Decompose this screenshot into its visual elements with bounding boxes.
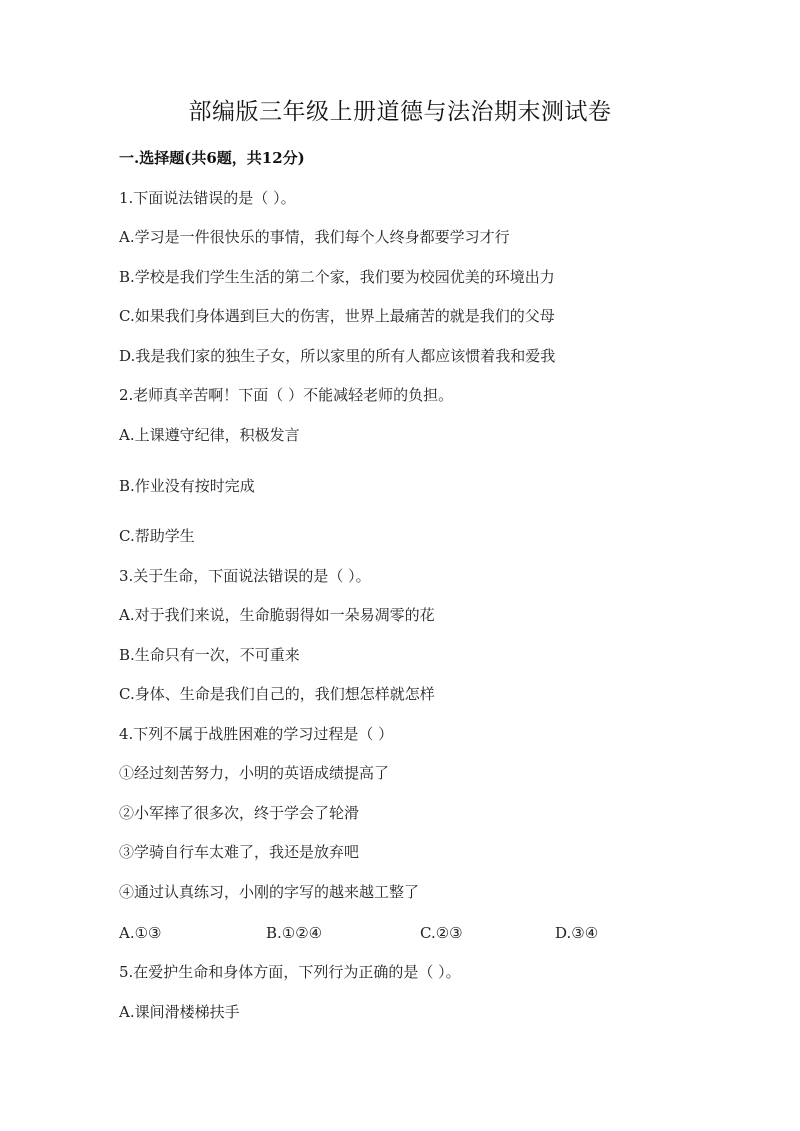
question-4-option-d: D.③④ xyxy=(555,924,599,942)
question-4-option-a: A.①③ xyxy=(119,924,162,942)
question-2-option-b: B.作业没有按时完成 xyxy=(119,477,255,495)
question-1-option-c: C.如果我们身体遇到巨大的伤害，世界上最痛苦的就是我们的父母 xyxy=(119,307,555,325)
question-3-option-a: A.对于我们来说，生命脆弱得如一朵易凋零的花 xyxy=(119,606,435,624)
page-title: 部编版三年级上册道德与法治期末测试卷 xyxy=(188,99,612,125)
question-4-stem: 4.下列不属于战胜困难的学习过程是（ ） xyxy=(119,725,394,743)
question-1-option-a: A.学习是一件很快乐的事情，我们每个人终身都要学习才行 xyxy=(119,228,510,246)
question-4-item-3: ③学骑自行车太难了，我还是放弃吧 xyxy=(119,843,360,861)
question-1-option-d: D.我是我们家的独生子女，所以家里的所有人都应该惯着我和爱我 xyxy=(119,347,556,365)
question-4-item-1: ①经过刻苦努力，小明的英语成绩提高了 xyxy=(119,764,390,782)
question-2-option-c: C.帮助学生 xyxy=(119,527,195,545)
question-1-stem: 1.下面说法错误的是（ ）。 xyxy=(119,189,296,207)
question-4-item-2: ②小军摔了很多次，终于学会了轮滑 xyxy=(119,804,360,822)
section-heading: 一.选择题(共6题，共12分) xyxy=(119,149,305,167)
question-3-stem: 3.关于生命，下面说法错误的是（ ）。 xyxy=(119,567,371,585)
question-4-option-b: B.①②④ xyxy=(266,924,323,942)
question-4-options-row xyxy=(119,922,679,944)
question-3-option-c: C.身体、生命是我们自己的，我们想怎样就怎样 xyxy=(119,685,435,703)
question-4-option-c: C.②③ xyxy=(420,924,463,942)
question-4-item-4: ④通过认真练习，小刚的字写的越来越工整了 xyxy=(119,883,420,901)
question-3-option-b: B.生命只有一次，不可重来 xyxy=(119,646,300,664)
question-5-option-a: A.课间滑楼梯扶手 xyxy=(119,1003,240,1021)
question-2-stem: 2.老师真辛苦啊！下面（ ）不能减轻老师的负担。 xyxy=(119,386,454,404)
question-2-option-a: A.上课遵守纪律，积极发言 xyxy=(119,426,300,444)
question-1-option-b: B.学校是我们学生生活的第二个家，我们要为校园优美的环境出力 xyxy=(119,268,555,286)
question-5-stem: 5.在爱护生命和身体方面，下列行为正确的是（ ）。 xyxy=(119,963,461,981)
